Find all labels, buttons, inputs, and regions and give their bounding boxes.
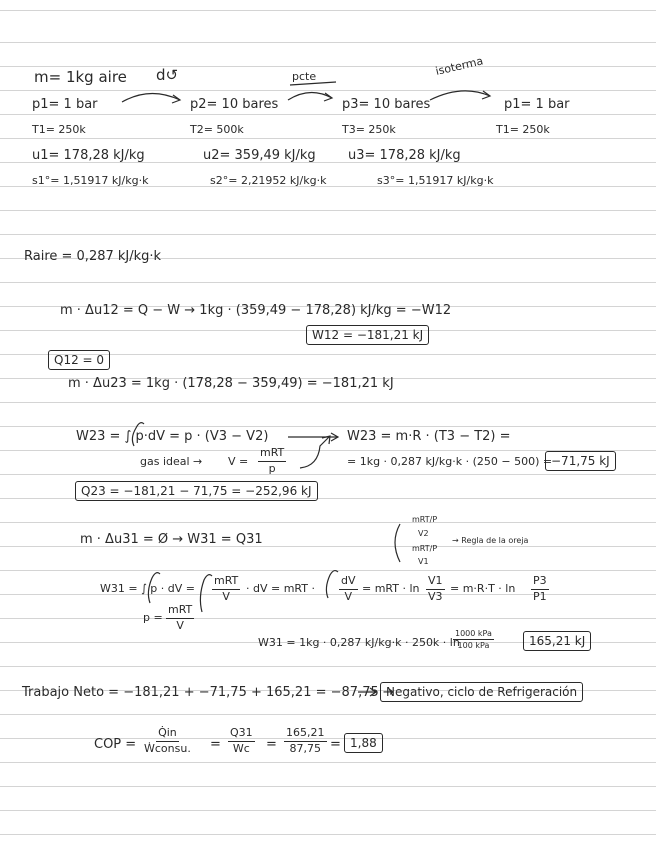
process-label-isoterma: isoterma <box>434 54 485 78</box>
state2-temperature: T2= 500k <box>190 123 244 136</box>
cycle-mark: d↺ <box>156 66 179 84</box>
work-31-mrt-ln-2: = m·R·T · ln <box>450 582 516 595</box>
oreja-v2: V2 <box>418 529 429 538</box>
gas-ideal-numerator: mRT <box>258 447 286 462</box>
dv-denominator: V <box>344 589 353 603</box>
gas-ideal-lhs: V = <box>228 455 249 468</box>
work-31-frac-mrt-v <box>212 575 240 603</box>
state3-pressure: p3= 10 bares <box>342 97 431 112</box>
state3-entropy: s3°= 1,51917 kJ/kg·k <box>377 174 494 187</box>
work-31-frac-dv-v <box>339 575 358 603</box>
state1-pressure: p1= 1 bar <box>32 97 98 112</box>
gas-ideal-label: gas ideal → <box>140 455 203 468</box>
work-23-result: −71,75 kJ <box>545 451 616 471</box>
work-31-mrt-ln: = mRT · ln <box>362 582 420 595</box>
cop-fraction-2 <box>228 727 255 755</box>
gas-ideal-fraction <box>258 447 286 475</box>
oreja-bracket <box>395 524 400 562</box>
gas-ideal-arrowhead <box>322 436 330 444</box>
dv-numerator: dV <box>339 575 358 590</box>
oreja-v1: V1 <box>418 557 429 566</box>
cop-fraction-1 <box>142 727 193 755</box>
cop-result: 1,88 <box>344 733 383 753</box>
ln-numerator: 1000 kPa <box>453 629 494 640</box>
integral-31c <box>326 571 338 598</box>
mrt-numerator: mRT <box>212 575 240 590</box>
pressure-ideal-fraction <box>166 604 194 632</box>
state2-entropy: s2°= 2,21952 kJ/kg·k <box>210 174 327 187</box>
heat-12-box: Q12 = 0 <box>48 350 110 370</box>
work-31-frac-v1-v3 <box>426 575 445 603</box>
cop-den-2: Wc <box>232 741 250 755</box>
ln-denominator: 100 kPa <box>457 641 490 651</box>
v1-numerator: V1 <box>426 575 445 590</box>
cop-num-1: Q̇in <box>156 727 179 742</box>
work-31-ln-fraction <box>453 629 494 650</box>
oreja-rule-label: → Regla de la oreja <box>452 536 529 545</box>
v3-denominator: V3 <box>428 589 443 603</box>
work-23-integral: W23 = ∫ p·dV = p · (V3 − V2) <box>76 429 269 444</box>
state1-internal-energy: u1= 178,28 kJ/kg <box>32 148 145 163</box>
process-arrow-23 <box>288 92 332 100</box>
gas-ideal-denominator: p <box>268 461 276 475</box>
work-31-calc: W31 = 1kg · 0,287 kJ/kg·k · 250k · ln <box>258 636 460 649</box>
net-work-conclusion: Negativo, ciclo de Refrigeración <box>380 682 583 702</box>
energy-balance-23: m · Δu23 = 1kg · (178,28 − 359,49) = −181,21 kJ <box>68 376 394 391</box>
state2-internal-energy: u2= 359,49 kJ/kg <box>203 148 316 163</box>
work-31-dv-tail: · dV = mRT · <box>246 582 315 595</box>
oreja-den-top: mRT/P <box>412 544 438 553</box>
arrowhead-23 <box>324 93 332 101</box>
arrowhead-12 <box>172 95 180 103</box>
cop-den-1: Ẇconsu. <box>144 741 191 755</box>
work-31-result: 165,21 kJ <box>523 631 591 651</box>
cop-equals-1: = <box>210 737 221 752</box>
oreja-top: mRT/P <box>412 515 438 524</box>
gas-constant: Raire = 0,287 kJ/kg·k <box>24 249 162 264</box>
v-denominator: V <box>222 589 230 603</box>
state2-pressure: p2= 10 bares <box>190 97 279 112</box>
work-12-result: W12 = −181,21 kJ <box>306 325 429 345</box>
integral-31b <box>200 575 212 612</box>
state1-temperature: T1= 250k <box>32 123 86 136</box>
state1-return-temperature: T1= 250k <box>496 123 550 136</box>
state3-internal-energy: u3= 178,28 kJ/kg <box>348 148 461 163</box>
state1-return-pressure: p1= 1 bar <box>504 97 570 112</box>
process-arrow-31 <box>430 91 490 100</box>
pressure-mrt-numerator: mRT <box>166 604 194 619</box>
cop-equals-3: = <box>330 737 341 752</box>
net-work-equation: Trabajo Neto = −181,21 + −71,75 + 165,21 = −87,75 → <box>22 685 394 700</box>
process-label-pcte: pcte <box>292 70 317 83</box>
cop-den-3: 87,75 <box>289 741 321 755</box>
work-23-mr: W23 = m·R · (T3 − T2) = <box>347 429 511 444</box>
state1-entropy: s1°= 1,51917 kJ/kg·k <box>32 174 149 187</box>
work-31-lhs: W31 = ∫ p · dV = <box>100 582 196 595</box>
mass-label: m= 1kg aire <box>34 68 127 86</box>
work-31-frac-p3-p1 <box>531 575 549 603</box>
gas-ideal-arrow <box>300 436 330 468</box>
pressure-v-denominator: V <box>176 618 184 632</box>
cop-label: COP = <box>94 737 137 752</box>
p1-denominator: P1 <box>533 589 547 603</box>
arrowhead-31 <box>482 91 490 99</box>
cop-num-3: 165,21 <box>284 727 327 742</box>
cop-fraction-3 <box>284 727 327 755</box>
energy-balance-12: m · Δu12 = Q − W → 1kg · (359,49 − 178,28) kJ/kg = −W12 <box>60 303 452 318</box>
work-23-calc: = 1kg · 0,287 kJ/kg·k · (250 − 500) = <box>347 455 553 468</box>
process-arrow-12 <box>122 93 180 102</box>
energy-balance-31: m · Δu31 = Ø → W31 = Q31 <box>80 532 263 547</box>
cop-equals-2: = <box>266 737 277 752</box>
pressure-ideal-lhs: p = <box>143 611 163 624</box>
heat-23-box: Q23 = −181,21 − 71,75 = −252,96 kJ <box>75 481 318 501</box>
state3-temperature: T3= 250k <box>342 123 396 136</box>
work-23-arrowhead <box>331 433 338 441</box>
p3-numerator: P3 <box>531 575 549 590</box>
cop-num-2: Q31 <box>228 727 255 742</box>
